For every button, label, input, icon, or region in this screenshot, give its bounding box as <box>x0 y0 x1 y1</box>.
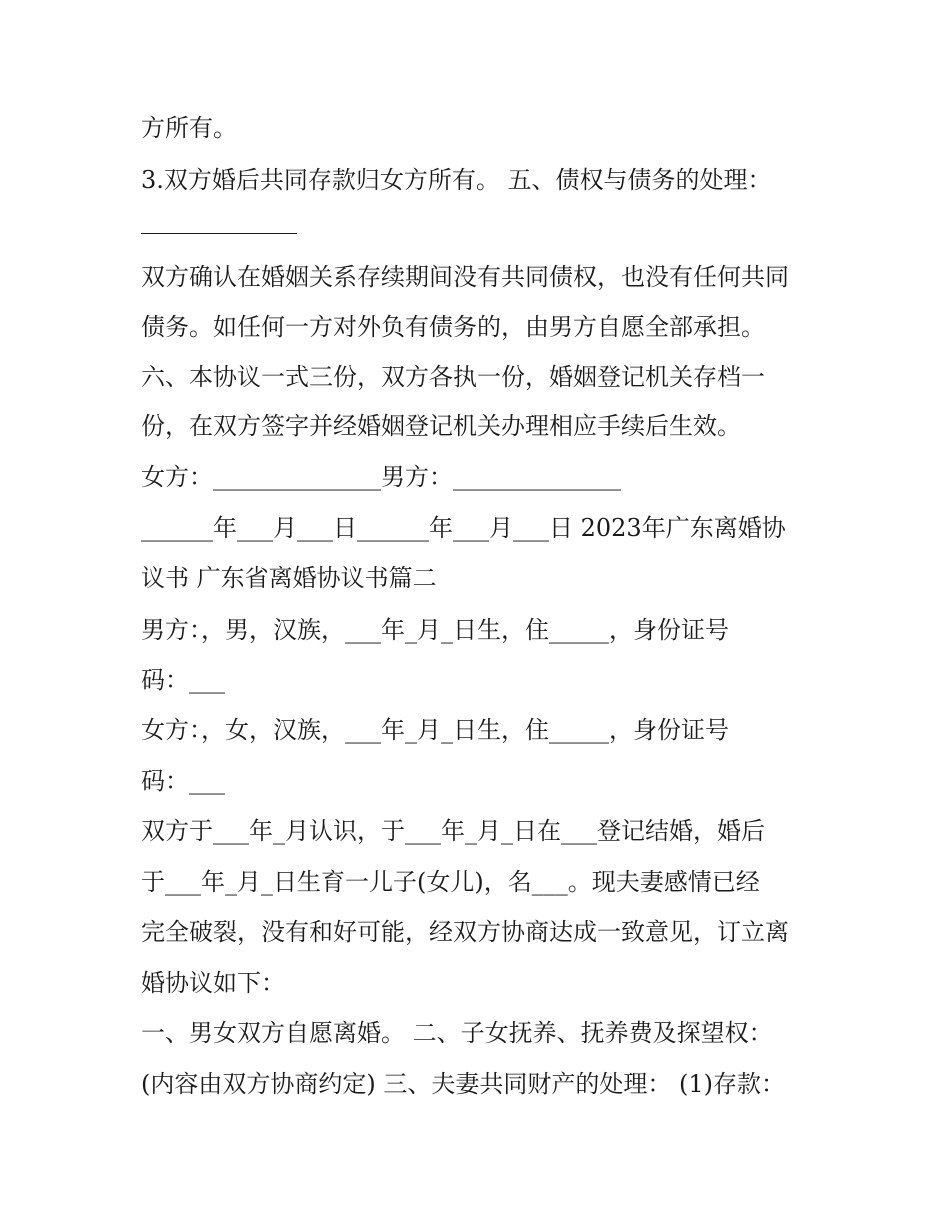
text-line: 3.双方婚后共同存款归女方所有。 五、债权与债务的处理： <box>141 166 772 194</box>
signature-line: 女方：______________男方：______________ <box>141 463 621 491</box>
text-line: (内容由双方协商约定) 三、夫妻共同财产的处理： (1)存款： <box>141 1070 785 1098</box>
text-line: 六、本协议一式三份，双方各执一份，婚姻登记机关存档一 <box>141 363 765 391</box>
text-line: 婚协议如下： <box>141 969 285 997</box>
text-line: 债务。如任何一方对外负有债务的，由男方自愿全部承担。 <box>141 313 765 341</box>
text-line: 完全破裂，没有和好可能，经双方协商达成一致意见，订立离 <box>141 918 789 946</box>
text-line: 男方：，男，汉族，___年_月_日生，住_____，身份证号 <box>141 616 729 644</box>
text-line: 女方：，女，汉族，___年_月_日生，住_____，身份证号 <box>141 716 729 744</box>
text-line: 码：___ <box>141 666 225 694</box>
section-heading: 议书 广东省离婚协议书篇二 <box>141 564 437 592</box>
text-line: 双方确认在婚姻关系存续期间没有共同债权，也没有任何共同 <box>141 263 789 291</box>
text-line: 份，在双方签字并经婚姻登记机关办理相应手续后生效。 <box>141 412 741 440</box>
text-line: 方所有。 <box>141 114 237 142</box>
text-line: 一、男女双方自愿离婚。 二、子女抚养、抚养费及探望权： <box>141 1019 773 1047</box>
text-line: 双方于___年_月认识，于___年_月_日在___登记结婚，婚后 <box>141 817 765 845</box>
date-line: ______年___月___日______年___月___日 2023年广东离婚协 <box>141 514 786 542</box>
blank-underline <box>141 233 297 234</box>
text-line: 码：___ <box>141 767 225 795</box>
text-line: 于___年_月_日生育一儿子(女儿)，名___。现夫妻感情已经 <box>141 868 760 896</box>
